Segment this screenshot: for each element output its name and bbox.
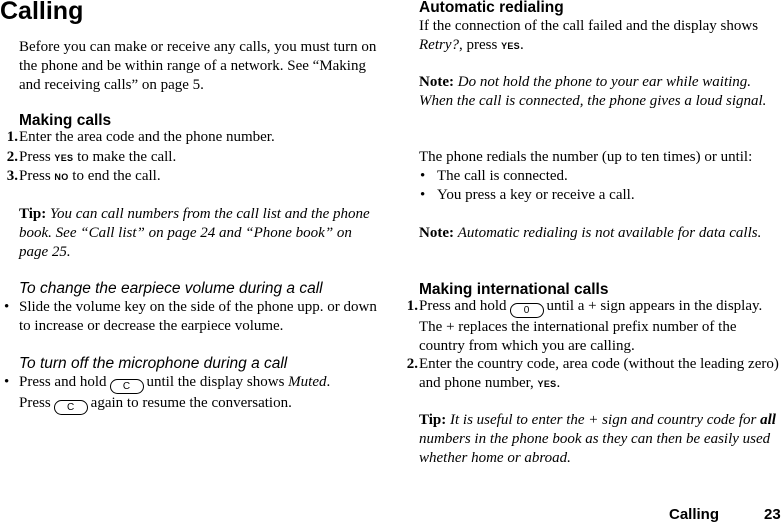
tip-call-list — [19, 205, 379, 263]
intl-step-2-text — [419, 355, 784, 394]
redial-text: If the connection of the call failed and the display shows — [419, 18, 759, 34]
intl-post: until a + sign appears in the display. — [546, 298, 763, 314]
tip-text-post: numbers in the phone book as they can then be easily used whether home or abroad. — [419, 431, 771, 467]
step-number: 3. — [6, 168, 18, 184]
tip-emphasis: all — [760, 412, 776, 428]
step-text: Enter the area code and the phone number. — [19, 129, 275, 145]
redial-bullet-2: You press a key or receive a call. — [437, 187, 635, 203]
intl-pre: Press and hold — [419, 298, 507, 314]
step-number: 2. — [6, 149, 18, 165]
tip-label: Tip: — [419, 412, 447, 428]
redial-bullet-1: The call is connected. — [437, 168, 568, 184]
mic-line-1 — [19, 373, 389, 394]
step-text — [19, 148, 176, 168]
redial-end: . — [519, 37, 524, 54]
c-key-icon: C — [110, 379, 144, 394]
step-text — [19, 167, 161, 187]
redial-paragraph — [419, 17, 764, 56]
c-key-icon: C — [54, 400, 88, 415]
step-number: 1. — [6, 129, 18, 145]
international-heading: Making international calls — [419, 281, 609, 298]
note-label: Note: — [419, 74, 454, 90]
tip-label: Tip: — [19, 206, 47, 222]
note-text: Automatic redialing is not available for data calls. — [457, 225, 762, 241]
mic-post-2: again to resume the conversation. — [90, 395, 292, 411]
intl-step-1-text — [419, 297, 784, 356]
intl-step-2-end: . — [556, 375, 561, 392]
step-pre: Press — [19, 149, 51, 165]
making-calls-heading: Making calls — [19, 112, 112, 129]
page-number: 23 — [764, 506, 781, 523]
redial-heading: Automatic redialing — [419, 0, 564, 16]
retry-status: Retry? — [419, 37, 459, 54]
bullet-marker: • — [4, 299, 10, 315]
step-pre: Press — [19, 168, 51, 184]
step-post: to end the call. — [72, 168, 161, 184]
muted-status: Muted — [288, 374, 327, 390]
yes-key-label: YES — [54, 153, 74, 163]
intl-step-1-line — [419, 297, 784, 318]
redials-paragraph: The phone redials the number (up to ten times) or until: — [419, 149, 753, 165]
volume-heading: To change the earpiece volume during a call — [19, 280, 323, 297]
mic-pre: Press and hold — [19, 374, 107, 390]
no-key-label: NO — [54, 172, 69, 182]
mic-post: until the display shows — [146, 374, 285, 390]
note-waiting — [419, 73, 784, 111]
yes-key-label: YES — [537, 379, 557, 390]
step-post: to make the call. — [77, 149, 177, 165]
bullet-marker: • — [420, 187, 426, 203]
page-title: Calling — [0, 0, 84, 25]
tip-international — [419, 411, 779, 469]
note-text: Do not hold the phone to your ear while waiting. When the call is connected, the phone gives a loud signal. — [419, 74, 767, 110]
microphone-bullet-text — [19, 373, 389, 415]
mic-end: . — [326, 374, 331, 390]
intl-step-1-line-2: The + replaces the international prefix number of the country from which you are calling. — [419, 319, 737, 355]
mic-pre-2: Press — [19, 395, 51, 411]
bullet-marker: • — [4, 374, 10, 390]
microphone-heading: To turn off the microphone during a call — [19, 355, 288, 372]
intl-step-2: Enter the country code, area code (without the leading zero) and phone number, — [419, 356, 779, 392]
zero-key-icon: 0 — [510, 303, 544, 318]
tip-text-pre: It is useful to enter the + sign and country code for — [450, 412, 757, 428]
volume-bullet-text: Slide the volume key on the side of the phone upp. or down to increase or decrease the earpiece volume. — [19, 299, 377, 335]
note-label: Note: — [419, 225, 454, 241]
tip-text: You can call numbers from the call list and the phone book. See “Call list” on page 24 and “Phone book” on page 25. — [19, 206, 370, 261]
step-number: 2. — [406, 356, 418, 372]
footer-section-name: Calling — [669, 506, 720, 523]
mic-line-2 — [19, 394, 389, 415]
step-number: 1. — [406, 298, 418, 314]
intro-paragraph: Before you can make or receive any calls, you must turn on the phone and be within range of a network. See “Making and receiving calls” on page 5. — [19, 39, 377, 94]
redial-mid: , press — [458, 37, 498, 54]
note-data-calls — [419, 224, 764, 243]
yes-key-label: YES — [501, 41, 520, 52]
bullet-marker: • — [420, 168, 426, 184]
